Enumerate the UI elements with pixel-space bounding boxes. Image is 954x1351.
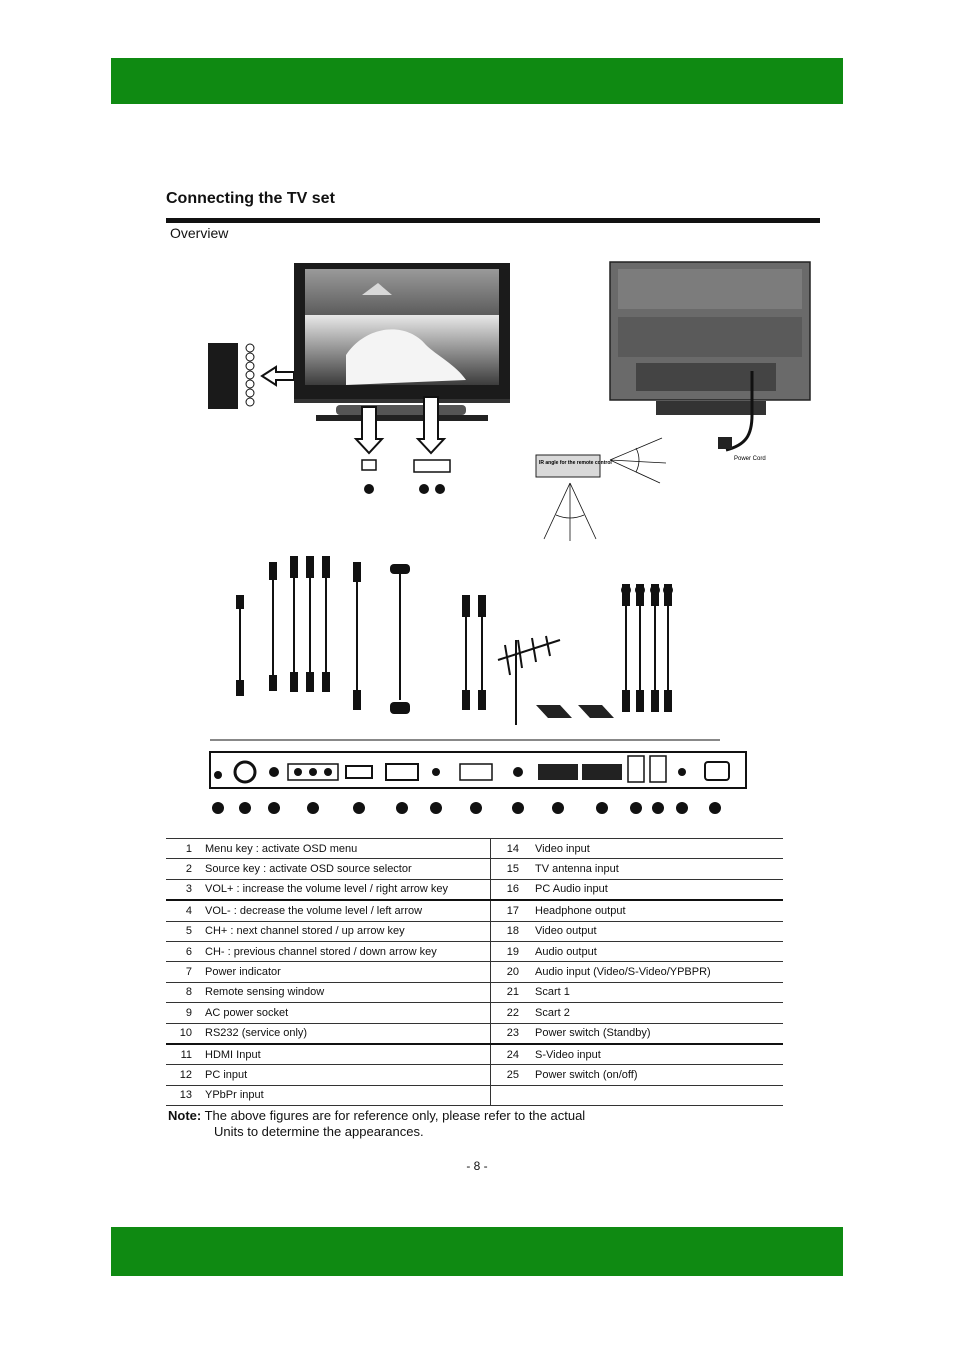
- right-item-description: [535, 1085, 783, 1105]
- right-item-number: 16: [491, 879, 536, 900]
- table-row: [166, 839, 783, 859]
- power-cord-label: Power Cord: [734, 456, 766, 462]
- ir-angle-label: IR angle for the remote control: [539, 460, 612, 466]
- right-item-number: 17: [491, 900, 536, 921]
- note-line-2: Units to determine the appearances.: [214, 1124, 424, 1139]
- left-item-number: 8: [166, 982, 205, 1002]
- left-item-number: 13: [166, 1085, 205, 1105]
- table-row: [166, 1003, 783, 1023]
- left-item-description: Menu key : activate OSD menu: [205, 839, 491, 859]
- left-item-description: PC input: [205, 1065, 491, 1085]
- right-item-description: Power switch (Standby): [535, 1023, 783, 1044]
- right-item-description: S-Video input: [535, 1044, 783, 1065]
- left-item-description: Remote sensing window: [205, 982, 491, 1002]
- left-item-description: VOL- : decrease the volume level / left arrow: [205, 900, 491, 921]
- left-item-description: YPbPr input: [205, 1085, 491, 1105]
- left-item-number: 6: [166, 941, 205, 961]
- table-row: [166, 1065, 783, 1085]
- table-row: [166, 921, 783, 941]
- left-item-description: Source key : activate OSD source selector: [205, 859, 491, 879]
- right-item-number: 21: [491, 982, 536, 1002]
- left-item-number: 11: [166, 1044, 205, 1065]
- tv-rear-illustration: [610, 262, 810, 462]
- section-rule: [166, 218, 820, 223]
- table-row: [166, 941, 783, 961]
- right-item-description: Audio input (Video/S-Video/YPBPR): [535, 962, 783, 982]
- table-row: [166, 900, 783, 921]
- right-item-number: 14: [491, 839, 536, 859]
- note: [168, 1108, 585, 1124]
- page-number: - 8 -: [466, 1159, 488, 1173]
- tv-overview-illustration: [166, 255, 826, 555]
- ir-angle-diagram: [536, 438, 666, 541]
- side-keypad-illustration: [208, 343, 294, 409]
- tv-front-illustration: [294, 263, 510, 494]
- left-item-description: CH- : previous channel stored / down arrow key: [205, 941, 491, 961]
- left-item-number: 3: [166, 879, 205, 900]
- left-item-description: AC power socket: [205, 1003, 491, 1023]
- header-band: [111, 58, 843, 104]
- table-row: [166, 859, 783, 879]
- connector-panel-illustration: [200, 550, 760, 820]
- right-item-number: 19: [491, 941, 536, 961]
- left-item-number: 9: [166, 1003, 205, 1023]
- section-title: Connecting the TV set: [166, 190, 335, 207]
- right-item-number: 20: [491, 962, 536, 982]
- left-item-description: Power indicator: [205, 962, 491, 982]
- left-item-number: 5: [166, 921, 205, 941]
- connection-key-table: [166, 838, 783, 1106]
- left-item-description: HDMI Input: [205, 1044, 491, 1065]
- right-item-description: TV antenna input: [535, 859, 783, 879]
- footer-band: [111, 1227, 843, 1276]
- right-item-description: Power switch (on/off): [535, 1065, 783, 1085]
- right-item-number: [491, 1085, 536, 1105]
- rear-panel: [210, 740, 746, 788]
- left-item-number: 2: [166, 859, 205, 879]
- right-item-description: Video input: [535, 839, 783, 859]
- table-row: [166, 879, 783, 900]
- right-item-description: Headphone output: [535, 900, 783, 921]
- right-item-description: Video output: [535, 921, 783, 941]
- right-item-number: 23: [491, 1023, 536, 1044]
- right-item-description: Audio output: [535, 941, 783, 961]
- left-item-number: 7: [166, 962, 205, 982]
- right-item-description: Scart 1: [535, 982, 783, 1002]
- table-row: [166, 1085, 783, 1105]
- right-item-description: Scart 2: [535, 1003, 783, 1023]
- right-item-description: PC Audio input: [535, 879, 783, 900]
- note-label: Note:: [168, 1108, 202, 1123]
- left-item-number: 4: [166, 900, 205, 921]
- left-item-number: 10: [166, 1023, 205, 1044]
- left-item-description: CH+ : next channel stored / up arrow key: [205, 921, 491, 941]
- table-row: [166, 982, 783, 1002]
- section-subtitle: Overview: [170, 225, 229, 241]
- right-item-number: 22: [491, 1003, 536, 1023]
- note-line-1: The above figures are for reference only, please refer to the actual: [204, 1108, 586, 1123]
- left-item-number: 1: [166, 839, 205, 859]
- right-item-number: 15: [491, 859, 536, 879]
- antenna-illustration: [498, 636, 560, 675]
- left-item-description: RS232 (service only): [205, 1023, 491, 1044]
- table-row: [166, 1044, 783, 1065]
- left-item-description: VOL+ : increase the volume level / right arrow key: [205, 879, 491, 900]
- right-item-number: 18: [491, 921, 536, 941]
- table-row: [166, 962, 783, 982]
- table-row: [166, 1023, 783, 1044]
- right-item-number: 25: [491, 1065, 536, 1085]
- right-item-number: 24: [491, 1044, 536, 1065]
- left-item-number: 12: [166, 1065, 205, 1085]
